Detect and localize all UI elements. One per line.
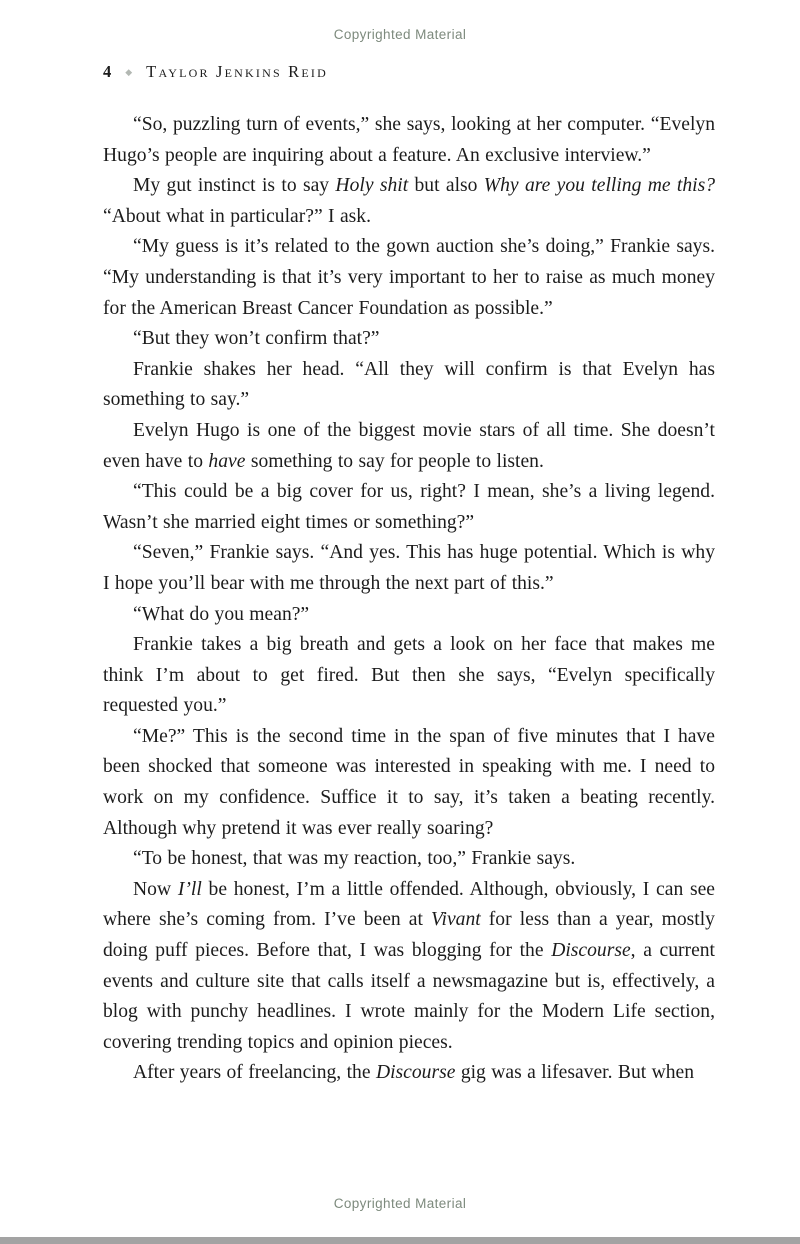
- diamond-separator-icon: ◆: [125, 67, 133, 77]
- text-run: My gut instinct is to say: [133, 175, 336, 197]
- text-run: Frankie takes a big breath and gets a look on her face that makes me think I’m about to get fired. But then she says, “Evelyn specifically requested you.”: [103, 634, 715, 717]
- text-run: for less than a year, mostly doing puff pieces. Before that, I was blogging for the: [103, 909, 715, 962]
- paragraph: [103, 477, 715, 538]
- italic-text-run: Why are you telling me this?: [483, 175, 716, 197]
- text-run: Frankie shakes her head. “All they will confirm is that Evelyn has something to say.”: [103, 358, 715, 411]
- italic-text-run: I’ll: [177, 878, 202, 900]
- copyright-notice-bottom: Copyrighted Material: [333, 1196, 467, 1211]
- paragraph: [103, 355, 715, 416]
- paragraph: [103, 232, 715, 324]
- text-run: “My guess is it’s related to the gown auction she’s doing,” Frankie says. “My understanding is that it’s very important to her to raise as much money for the American Breast Cancer Foundation as possible.”: [103, 236, 715, 319]
- paragraph: [103, 110, 715, 171]
- italic-text-run: have: [208, 450, 246, 472]
- text-run: “About what in particular?” I ask.: [103, 205, 372, 227]
- italic-text-run: Discourse: [551, 940, 631, 962]
- paragraph: [103, 600, 715, 631]
- paragraph: [103, 416, 715, 477]
- paragraph: [103, 171, 715, 232]
- text-run: something to say for people to listen.: [245, 450, 544, 472]
- text-run: but also: [408, 175, 484, 197]
- page-number: 4: [103, 62, 112, 81]
- text-run: “But they won’t confirm that?”: [133, 328, 380, 350]
- text-run: “Seven,” Frankie says. “And yes. This has huge potential. Which is why I hope you’ll bear with me through the next part of this.”: [103, 542, 715, 594]
- italic-text-run: Holy shit: [335, 175, 409, 197]
- text-run: “So, puzzling turn of events,” she says, looking at her computer. “Evelyn Hugo’s people are inquiring about a feature. An exclusive interview.”: [103, 114, 715, 166]
- text-run: “To be honest, that was my reaction, too,” Frankie says.: [133, 848, 576, 870]
- page-bottom-edge-line: [0, 1237, 800, 1244]
- text-run: After years of freelancing, the: [133, 1062, 376, 1084]
- paragraph: [103, 875, 715, 1059]
- text-run: “What do you mean?”: [133, 603, 310, 625]
- paragraph: [103, 844, 715, 875]
- text-run: “This could be a big cover for us, right? I mean, she’s a living legend. Wasn’t she married eight times or something?”: [103, 481, 715, 533]
- text-run: , a current events and culture site that calls itself a newsmagazine but is, effectively, a blog with punchy headlines. I wrote mainly for the Modern Life section, covering trending topics and opinion pieces.: [103, 940, 716, 1053]
- paragraph: [103, 1058, 715, 1089]
- page-body: [103, 110, 715, 1089]
- italic-text-run: Discourse: [375, 1062, 456, 1084]
- copyright-notice-top: Copyrighted Material: [333, 27, 467, 42]
- paragraph: [103, 538, 715, 599]
- text-run: Evelyn Hugo is one of the biggest movie stars of all time. She doesn’t even have to: [103, 419, 715, 472]
- paragraph: [103, 324, 715, 355]
- paragraph: [103, 722, 715, 844]
- text-run: “Me?” This is the second time in the span of five minutes that I have been shocked that someone was interested in speaking with me. I need to work on my confidence. Suffice it to say, it’s taken a beating recently. Although why pretend it was ever really soaring?: [103, 725, 715, 839]
- text-run: Now: [133, 878, 178, 900]
- paragraph: [103, 630, 715, 722]
- author-name: Taylor Jenkins Reid: [146, 62, 328, 81]
- text-run: gig was a lifesaver. But when: [455, 1062, 695, 1084]
- page-header: [103, 62, 328, 82]
- italic-text-run: Vivant: [431, 909, 481, 931]
- text-run: be honest, I’m a little offended. Although, obviously, I can see where she’s coming from. I’ve been at: [103, 878, 715, 931]
